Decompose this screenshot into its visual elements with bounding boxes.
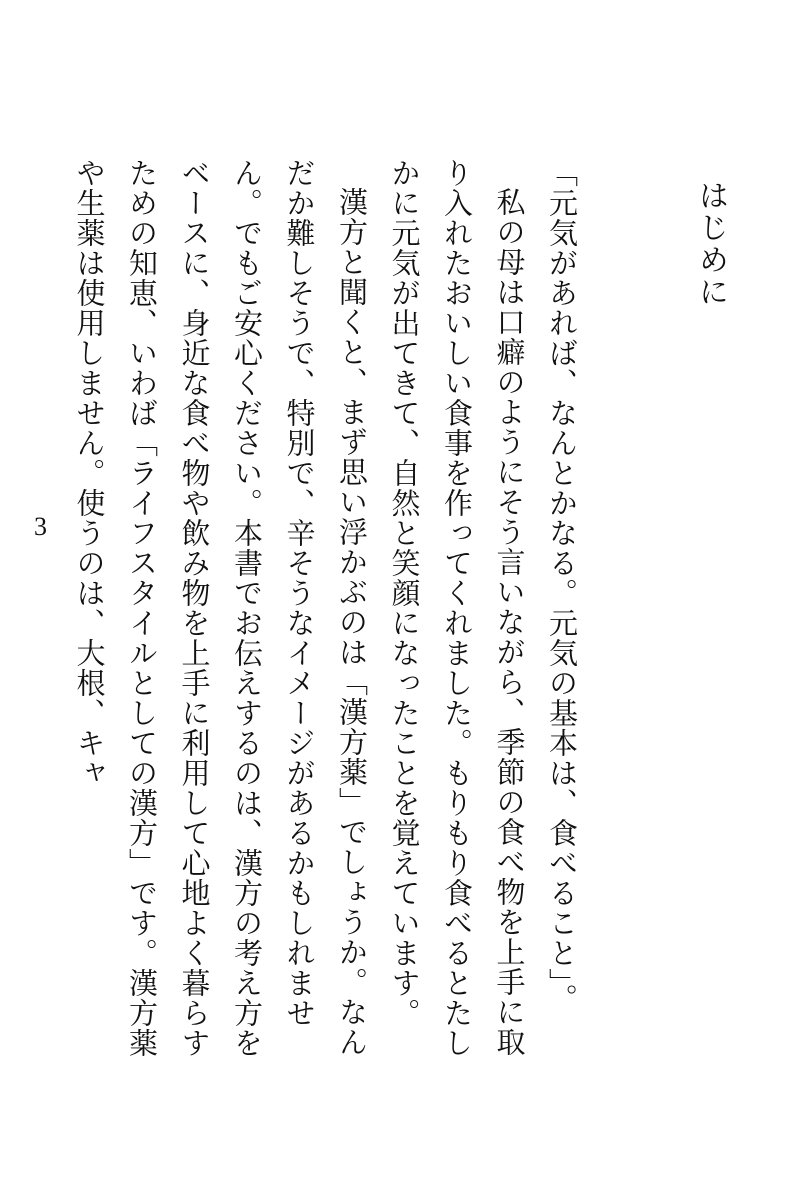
page-number: 3 (34, 512, 47, 541)
paragraph-mother: 私の母は口癖のようにそう言いながら、季節の食べ物を上手に取り入れたおいしい食事を作ってくれました。もりもり食べるとたしかに元気が出てきて、自然と笑顔になったことを覚えています。 (387, 158, 527, 1058)
chapter-heading: はじめに (693, 180, 728, 308)
body-text (72, 158, 588, 1058)
paragraph-kampo: 漢方と聞くと、まず思い浮かぶのは「漢方薬」でしょうか。なんだか難しそうで、特別で、辛そうなイメージがあるかもしれません。でもご安心ください。本書でお伝えするのは、漢方の考え方をベースに、身近な食べ物や飲み物を上手に利用して心地よく暮らすための知恵、いわば「ライフスタイルとしての漢方」です。漢方薬や生薬は使用しません。使うのは、大根、キャ (72, 158, 369, 1058)
paragraph-quote: 「元気があれば、なんとかなる。元気の基本は、食べること」。 (545, 158, 579, 1014)
